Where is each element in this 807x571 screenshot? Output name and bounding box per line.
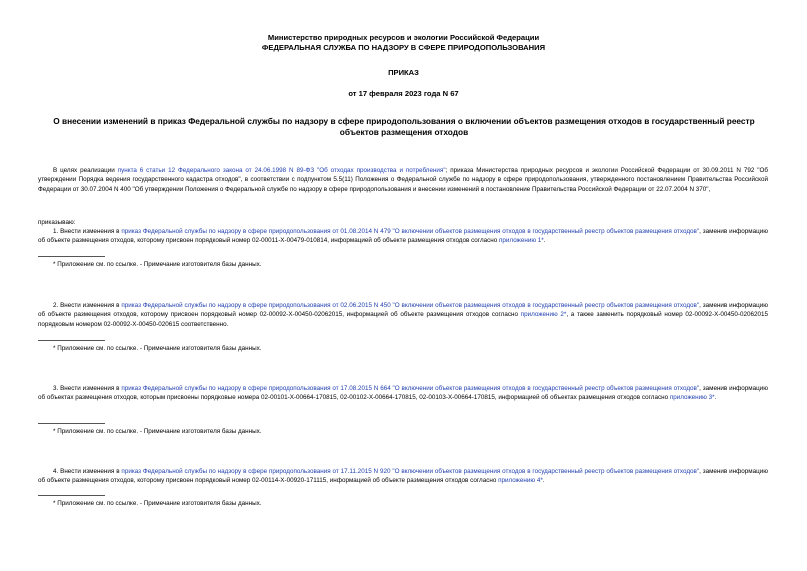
footnote-divider: [38, 340, 105, 341]
clause-1: [38, 227, 768, 246]
appendix-link[interactable]: приложению 1*: [499, 237, 544, 245]
footnote-divider: [38, 423, 105, 424]
clause-text: , заменив информацию об объекте размещения отходов, которому присвоен порядковый номер 02-00092-Х-00450-02062015, информацией об объекте размещения отходов согласно: [38, 302, 768, 319]
footnote-divider: [38, 495, 105, 496]
order-link[interactable]: приказ Федеральной службы по надзору в сфере природопользования от 17.11.2015 N 920 "О включении объектов размещения отходов в государственный реестр объектов размещения отходов": [121, 468, 700, 475]
clause-text: 4. Внести изменения в: [53, 468, 122, 475]
order-link[interactable]: приказ Федеральной службы по надзору в сфере природопользования от 01.08.2014 N 479 "О включении объектов размещения отходов в государственный реестр объектов размещения отходов": [121, 228, 700, 235]
clause-4: [38, 467, 768, 486]
document-title: О внесении изменений в приказ Федеральной службы по надзору в сфере природопользования о включении объектов размещения отходов в государственный реестр объектов размещения отходов: [53, 116, 755, 137]
clause-text: 1. Внести изменения в: [53, 228, 122, 235]
appendix-link[interactable]: приложению 3*: [669, 394, 715, 402]
order-link[interactable]: приказ Федеральной службы по надзору в сфере природопользования от 17.08.2015 N 664 "О включении объектов размещения отходов в государственный реестр объектов размещения отходов": [121, 385, 700, 392]
clause-text: , заменив информацию об объектах размещения отходов, которым присвоены порядковые номера 02-00101-Х-00664-170815, 02-00102-Х-00664-170815, 02-00103-Х-00664-170815, информацией об объектах размещения отходов согласно: [38, 385, 768, 402]
ministry-name: Министерство природных ресурсов и экологии Российской Федерации: [267, 33, 540, 42]
preamble-text: , в соответствии с подпунктом 5.5(11) Положения о Федеральной службе по надзору в сфере природопользования, утвержденного постановлением Правительства Российской Федерации от 30.07.2004 N 400 "Об утверждении Положения о Федеральной службе по надзору в сфере природопользования и внесении изменений в постановление Правительства Российской Федерации от 22.07.2004 N 370",: [38, 176, 768, 193]
clause-text: .: [542, 477, 545, 485]
clause-text: 2. Внести изменения в: [53, 302, 122, 309]
footnote: * Приложение см. по ссылке. - Примечание изготовителя базы данных.: [53, 261, 262, 268]
footnote: * Приложение см. по ссылке. - Примечание изготовителя базы данных.: [53, 345, 262, 352]
document-date-number: от 17 февраля 2023 года N 67: [348, 89, 459, 98]
appendix-link[interactable]: приложению 2*: [520, 311, 567, 319]
clause-2: [38, 301, 768, 329]
footnote-divider: [38, 256, 105, 257]
clause-text: , заменив информацию об объекте размещения отходов, которому присвоен порядковый номер 02-00011-Х-00479-010814, информацией об объекте размещения отходов согласно: [38, 228, 768, 245]
clause-text: , а также заменить порядковый номер 02-00092-Х-00450-02062015 порядковым номером 02-00092-Х-00450-020615 соответственно.: [38, 311, 769, 328]
document-type: ПРИКАЗ: [388, 68, 419, 77]
clause-text: , заменив информацию об объекте размещения отходов, которому присвоен порядковый номер 02-00114-Х-00920-171115, информацией об объекте размещения отходов согласно: [38, 468, 768, 485]
law-link[interactable]: пункта 6 статьи 12 Федерального закона от 24.06.1998 N 89-ФЗ "Об отходах производства и потребления": [117, 167, 446, 174]
preamble-text: В целях реализации: [53, 167, 118, 174]
order-link[interactable]: приказ Федеральной службы по надзору в сфере природопользования от 02.06.2015 N 450 "О включении объектов размещения отходов в государственный реестр объектов размещения отходов": [121, 302, 700, 309]
order-word: приказываю:: [38, 219, 76, 226]
footnote: * Приложение см. по ссылке. - Примечание изготовителя базы данных.: [53, 428, 262, 435]
clause-3: [38, 384, 768, 403]
appendix-link[interactable]: приложению 4*: [498, 477, 543, 485]
clause-text: .: [543, 237, 546, 245]
footnote: * Приложение см. по ссылке. - Примечание изготовителя базы данных.: [53, 500, 262, 507]
clause-text: 3. Внести изменения в: [53, 385, 122, 392]
service-name: ФЕДЕРАЛЬНАЯ СЛУЖБА ПО НАДЗОРУ В СФЕРЕ ПРИРОДОПОЛЬЗОВАНИЯ: [261, 43, 546, 52]
clause-text: .: [714, 394, 717, 402]
preamble: [38, 166, 768, 194]
preamble-text: ; приказа Министерства природных ресурсов и экологии Российской Федерации от 30.09.2011 N 792 "Об утверждении Порядка ведения государственного кадастра отходов": [38, 167, 768, 184]
